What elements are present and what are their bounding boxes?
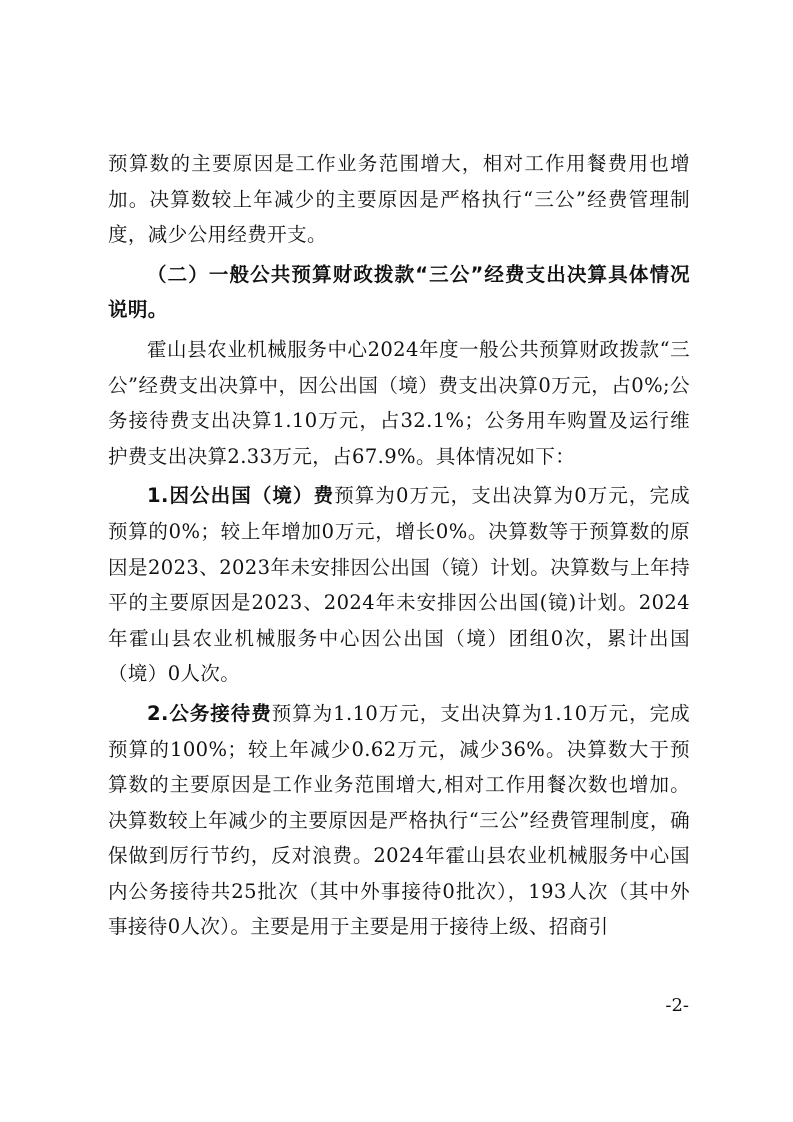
paragraph-official-reception (108, 696, 690, 945)
paragraph-body-overseas-travel: 预算为0万元，支出决算为0万元，完成预算的0%；较上年增加0万元，增长0%。决算数等于预算数的原因是2023、2023年未安排因公出国（镜）计划。决算数与上年持平的主要原因是2023、2024年未安排因公出国(镜)计划。2024年霍山县农业机械服务中心因公出国（境）团组0次，累计出国（境）0人次。 (108, 484, 691, 686)
page-number: -2- (665, 995, 689, 1016)
paragraph-lead-overseas-travel: 1.因公出国（境）费 (147, 484, 335, 508)
paragraph-body-official-reception: 预算为1.10万元，支出决算为1.10万元，完成预算的100%；较上年减少0.62万元，减少36%。决算数大于预算数的主要原因是工作业务范围增大,相对工作用餐次数也增加。决算数较上年减少的主要原因是严格执行“三公”经费管理制度，确保做到厉行节约，反对浪费。2024年霍山县农业机械服务中心国内公务接待共25批次（其中外事接待0批次），193人次（其中外事接待0人次）。主要是用于主要是用于接待上级、招商引 (108, 701, 691, 939)
paragraph-overseas-travel (108, 478, 690, 692)
section-heading: （二）一般公共预算财政拨款“三公”经费支出决算具体情况说明。 (108, 262, 690, 322)
paragraph-lead-official-reception: 2.公务接待费 (147, 701, 272, 725)
paragraph-continuation: 预算数的主要原因是工作业务范围增大，相对工作用餐费用也增加。决算数较上年减少的主要原因是严格执行“三公”经费管理制度，减少公用经费开支。 (108, 152, 690, 247)
paragraph-summary: 霍山县农业机械服务中心2024年度一般公共预算财政拨款“三公”经费支出决算中，因公出国（境）费支出决算0万元，占0%;公务接待费支出决算1.10万元，占32.1%；公务用车购置及运行维护费支出决算2.33万元，占67.9%。具体情况如下： (108, 337, 690, 468)
document-body (108, 146, 690, 945)
